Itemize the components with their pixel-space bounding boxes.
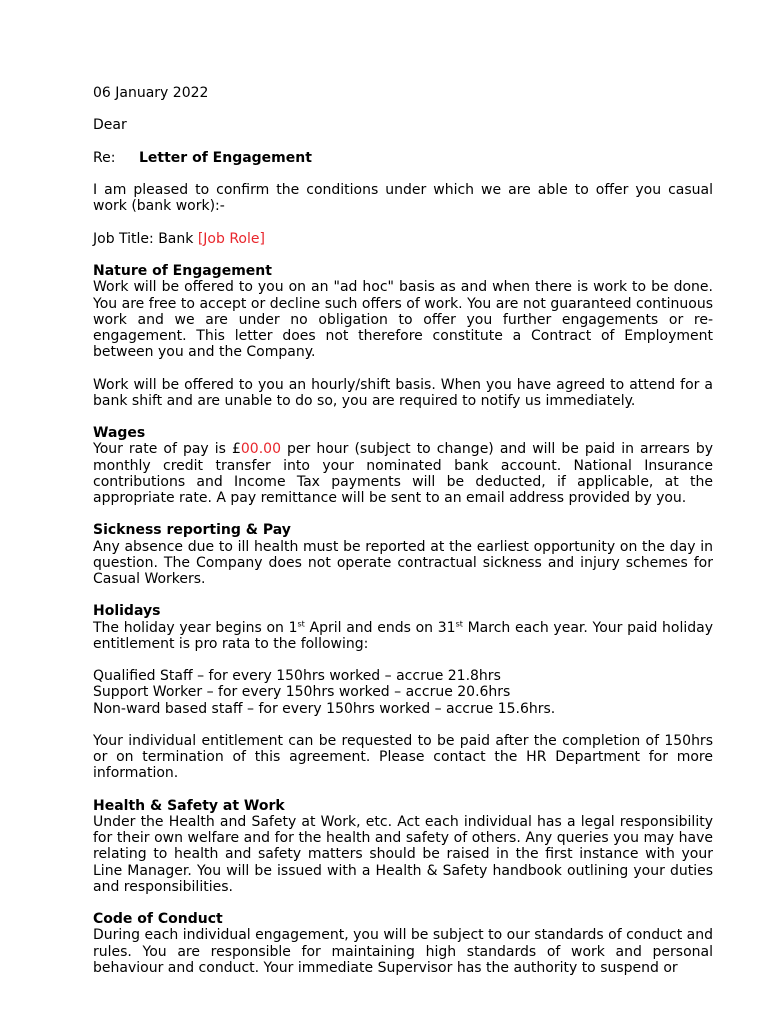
holidays-paragraph — [93, 620, 713, 652]
holiday-rate-item: Support Worker – for every 150hrs worked – accrue 20.6hrs — [93, 684, 511, 701]
job-title-line — [93, 231, 713, 247]
holidays-heading: Holidays — [93, 603, 161, 620]
letter-page — [93, 85, 713, 976]
intro-paragraph: I am pleased to confirm the conditions under which we are able to offer you casual work (bank work):- — [93, 182, 713, 215]
health-safety-paragraph: Under the Health and Safety at Work, etc. Act each individual has a legal responsibility for their own welfare and for the health and safety of others. Any queries you may have relating to health and safety matters should be raised in the first instance with your Line Manager. You will be issued with a Health & Safety handbook outlining your duties and responsibilities. — [93, 813, 713, 895]
holidays-text-2: April and ends on 31 — [304, 619, 456, 636]
holidays-text-1: The holiday year begins on 1 — [93, 619, 298, 636]
conduct-heading: Code of Conduct — [93, 911, 223, 928]
re-line — [93, 150, 713, 166]
re-label: Re: — [93, 149, 116, 166]
entitlement-paragraph: Your individual entitlement can be requested to be paid after the completion of 150hrs or on termination of this agreement. Please contact the HR Department for more information. — [93, 732, 713, 782]
holidays-text-3: March each year. Your paid holiday entitlement is pro rata to the following: — [93, 619, 714, 652]
wages-text-after: per hour (subject to change) and will be paid in arrears by monthly credit transfer into your nominated bank account. National Insurance contributions and Income Tax payments will be deducted, if applicable, at the appropriate rate. A pay remittance will be sent to an email address provided by you. — [93, 441, 713, 506]
health-safety-heading: Health & Safety at Work — [93, 797, 285, 814]
salutation: Dear — [93, 117, 127, 134]
conduct-paragraph: During each individual engagement, you will be subject to our standards of conduct and rules. You are responsible for maintaining high standards of work and personal behaviour and conduct. Your immediate Supervisor has the authority to suspend or — [93, 927, 713, 976]
nature-heading: Nature of Engagement — [93, 263, 272, 280]
holiday-rate-item: Non-ward based staff – for every 150hrs worked – accrue 15.6hrs. — [93, 700, 556, 717]
holiday-rate-item: Qualified Staff – for every 150hrs worked – accrue 21.8hrs — [93, 668, 501, 685]
job-role-placeholder: [Job Role] — [197, 230, 265, 247]
job-title-label: Job Title: Bank — [93, 230, 198, 247]
sickness-paragraph: Any absence due to ill health must be reported at the earliest opportunity on the day in question. The Company does not operate contractual sickness and injury schemes for Casual Workers. — [93, 538, 713, 587]
letter-subject: Letter of Engagement — [139, 149, 312, 166]
nature-paragraph-2: Work will be offered to you an hourly/shift basis. When you have agreed to attend for a bank shift and are unable to do so, you are required to notify us immediately. — [93, 376, 713, 409]
letter-date: 06 January 2022 — [93, 85, 209, 101]
holidays-sup-1: st — [297, 618, 305, 628]
nature-paragraph-1: Work will be offered to you on an "ad hoc" basis as and when there is work to be done. You are free to accept or decline such offers of work. You are not guaranteed continuous work and we are under no obligation to offer you further engagements or re-engagement. This letter does not therefore constitute a Contract of Employment between you and the Company. — [93, 279, 713, 361]
pay-rate-placeholder: 00.00 — [240, 441, 281, 458]
sickness-heading: Sickness reporting & Pay — [93, 522, 291, 539]
holidays-sup-2: st — [455, 618, 463, 628]
wages-text-before: Your rate of pay is £ — [93, 441, 241, 458]
wages-paragraph — [93, 441, 713, 506]
wages-heading: Wages — [93, 425, 146, 442]
